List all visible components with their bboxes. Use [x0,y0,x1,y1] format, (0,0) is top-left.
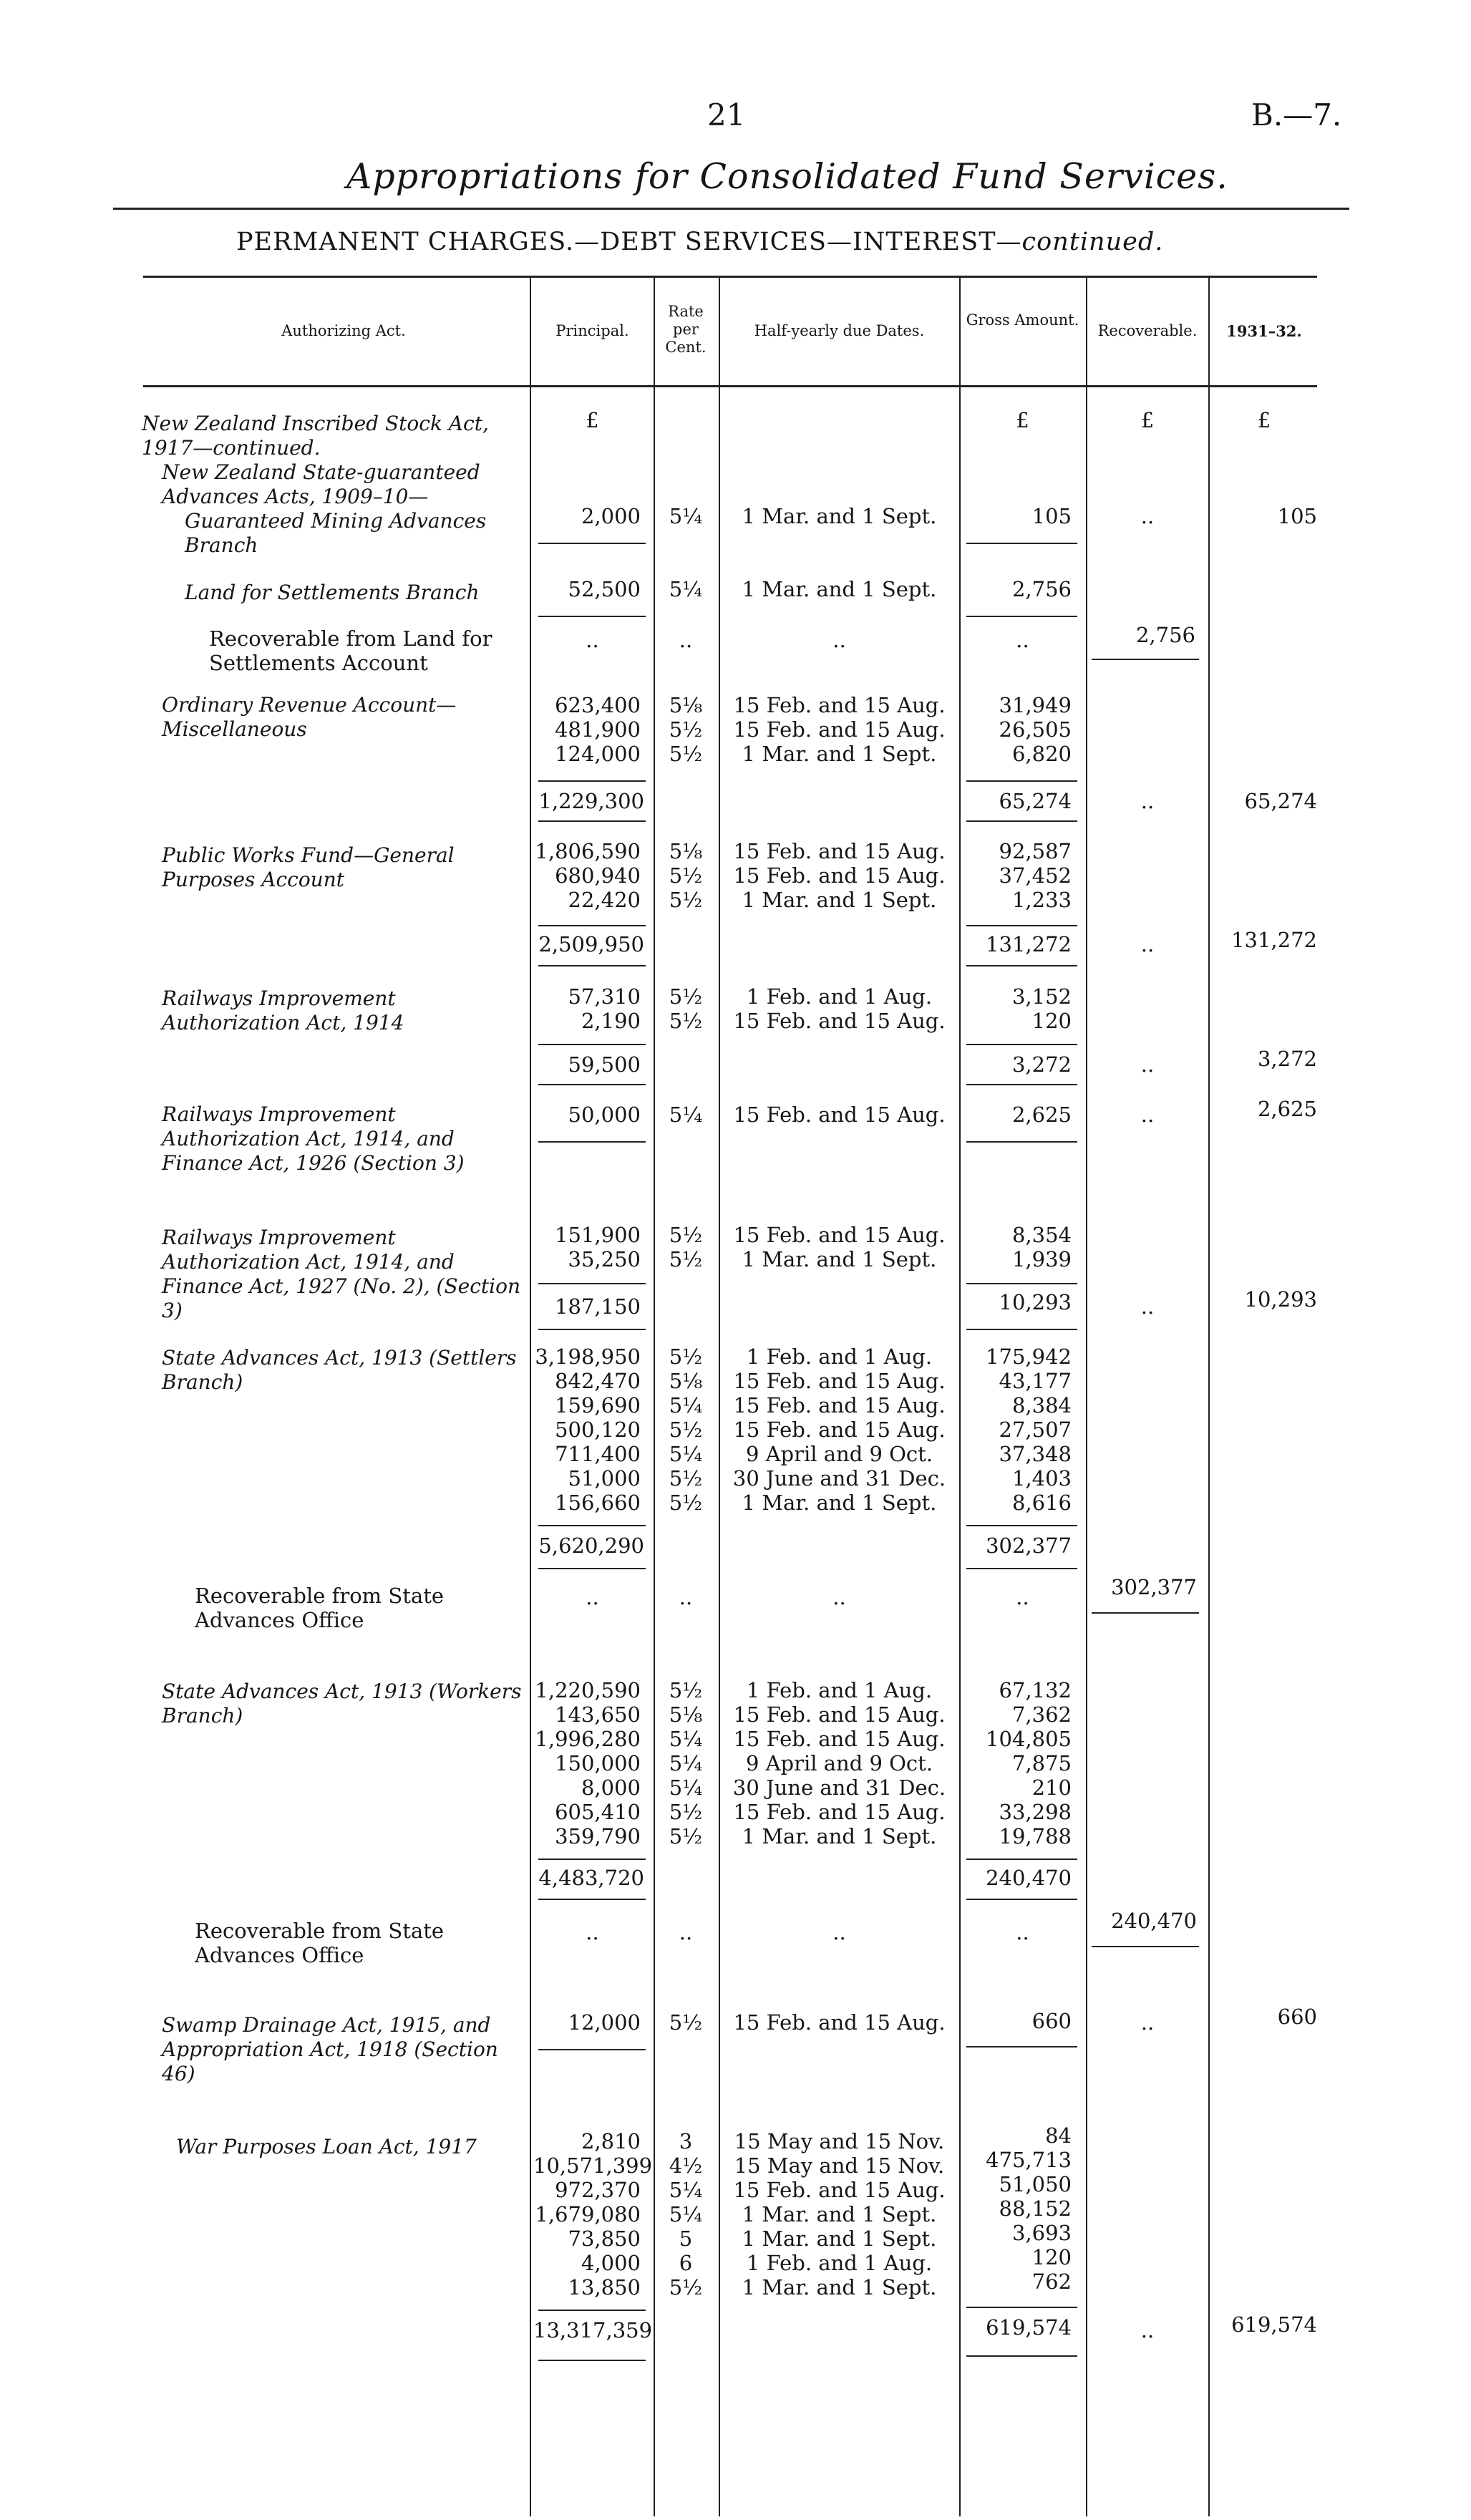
sum-rule [966,543,1077,544]
gross-amount: 88,152 [999,2196,1072,2221]
due-dates-list [723,693,956,766]
rate: 5 [679,2226,693,2251]
due-dates: 1 Mar. and 1 Sept. [742,504,937,528]
sum-rule [966,1858,1077,1860]
blank-dots: .. [1016,1585,1029,1609]
year-amount: 10,293 [1244,1287,1317,1312]
due-dates: 1 Mar. and 1 Sept. [742,2202,937,2226]
due-dates-list [723,839,956,912]
document-reference: B.—7. [1251,97,1342,132]
due-dates: 30 June and 31 Dec. [732,1775,946,1800]
recoverable: 240,470 [1111,1909,1197,1933]
gross-amount: 8,384 [1011,1393,1072,1418]
gross-list [963,2123,1072,2294]
principal: 150,000 [555,1751,641,1775]
column-header-year: 1931–32. [1226,322,1302,340]
rate: 5½ [669,888,703,912]
sum-rule [1092,659,1199,660]
sum-rule [538,1329,646,1330]
recoverable: .. [1140,2010,1155,2035]
due-dates: 15 May and 15 Nov. [734,2153,945,2178]
recoverable: .. [1140,789,1155,813]
gross-total: 10,293 [999,1290,1072,1314]
gross-amount: 8,354 [1011,1223,1072,1247]
sum-rule [966,1568,1077,1569]
principal: 73,850 [568,2226,641,2251]
sum-rule [538,616,646,617]
gross-amount: 660 [1031,2009,1072,2033]
due-dates-list [723,1678,956,1848]
sum-rule [538,2360,646,2361]
column-header-dates: Half-yearly due Dates. [754,322,925,339]
due-dates: 1 Mar. and 1 Sept. [742,1824,937,1848]
rate-list [657,839,714,912]
blank-dots: .. [832,628,846,652]
principal: 481,900 [555,717,641,742]
due-dates: 15 Feb. and 15 Aug. [733,1727,946,1751]
principal: 8,000 [581,1775,641,1800]
recoverable-land-settlements: Recoverable from Land for Settlements Account [209,626,492,675]
page-number: 21 [707,97,746,132]
act-state-advances-settlers: State Advances Act, 1913 (Settlers Branch) [162,1346,517,1394]
gross-total: 240,470 [986,1866,1072,1890]
principal: 13,850 [568,2275,641,2300]
rate: 5⅛ [669,693,703,717]
due-dates: 15 Feb. and 15 Aug. [733,2010,946,2035]
blank-dots: .. [1016,628,1029,652]
subtitle-main: PERMANENT CHARGES.—DEBT SERVICES—INTEREST— [236,228,1022,256]
sum-rule [538,1084,646,1085]
due-dates: 15 Feb. and 15 Aug. [733,863,946,888]
act-land-for-settlements: Land for Settlements Branch [185,581,480,604]
currency-principal: £ [586,408,599,432]
principal: 1,806,590 [535,839,641,863]
act-railways-finance-1927: Railways Improvement Authorization Act, 1914, and Finance Act, 1927 (No. 2), (Section 3) [162,1226,520,1322]
sum-rule [966,1084,1077,1085]
principal: 3,198,950 [535,1344,641,1369]
due-dates-list [723,1344,956,1515]
principal: 2,000 [581,504,641,528]
gross-list [963,984,1072,1033]
gross-amount: 762 [1031,2269,1072,2294]
principal-list [533,1678,641,1848]
rate-list [657,1344,714,1515]
sum-rule [538,780,646,782]
gross-amount: 1,403 [1011,1466,1072,1491]
recoverable: .. [1140,1102,1155,1127]
recoverable: .. [1140,1294,1155,1319]
rate: 5¼ [669,1393,703,1418]
rate: 5¼ [669,577,703,601]
rate: 5½ [669,742,703,766]
due-dates-list [723,1223,956,1271]
recoverable: .. [1140,504,1155,528]
title-rule [113,208,1349,210]
principal-list [533,693,641,766]
sum-rule [966,1899,1077,1900]
rate: 5½ [669,1678,703,1702]
act-war-purposes-loan: War Purposes Loan Act, 1917 [176,2135,477,2158]
year-amount: 105 [1277,504,1317,528]
sum-rule [538,543,646,544]
gross-total: 131,272 [986,932,1072,956]
principal: 1,679,080 [535,2202,641,2226]
currency-year: £ [1257,408,1271,432]
principal: 52,500 [568,577,641,601]
gross-amount: 6,820 [1011,742,1072,766]
year-amount: 619,574 [1231,2312,1317,2337]
due-dates: 15 Feb. and 15 Aug. [733,1223,946,1247]
recoverable: 2,756 [1135,623,1195,647]
act-guaranteed-mining: Guaranteed Mining Advances Branch [185,509,487,557]
rate: 5¼ [669,2202,703,2226]
sum-rule [966,820,1077,822]
gross-amount: 2,756 [1011,577,1072,601]
page-title: Appropriations for Consolidated Fund Services. [346,156,1228,197]
principal: 1,996,280 [535,1727,641,1751]
principal: 57,310 [568,984,641,1009]
due-dates: 1 Mar. and 1 Sept. [742,888,937,912]
gross-total: 3,272 [1011,1052,1072,1077]
principal: 143,650 [555,1702,641,1727]
rate-list [657,1223,714,1271]
rate-list [657,2129,714,2300]
gross-total: 619,574 [986,2315,1072,2340]
column-divider [719,276,720,2516]
column-divider [530,276,531,2516]
currency-recoverable: £ [1140,408,1155,432]
blank-dots: .. [679,1585,693,1609]
rate: 5½ [669,984,703,1009]
sum-rule [966,1283,1077,1284]
rate: 5½ [669,863,703,888]
rate: 5½ [669,717,703,742]
principal: 22,420 [568,888,641,912]
sum-rule [538,1899,646,1900]
due-dates-list [723,984,956,1033]
year-amount: 131,272 [1231,928,1317,952]
principal-list [533,839,641,912]
due-dates: 15 Feb. and 15 Aug. [733,839,946,863]
due-dates: 1 Feb. and 1 Aug. [746,1678,933,1702]
due-dates: 30 June and 31 Dec. [732,1466,946,1491]
sum-rule [966,1329,1077,1330]
blank-dots: .. [586,1920,599,1944]
principal: 156,660 [555,1491,641,1515]
rate: 5⅛ [669,839,703,863]
rate: 5½ [669,1247,703,1271]
sum-rule [966,1141,1077,1143]
sum-rule [538,1525,646,1526]
blank-dots: .. [586,628,599,652]
sum-rule [966,780,1077,782]
act-state-guaranteed-advances: New Zealand State-guaranteed Advances Acts, 1909–10— [162,460,480,508]
gross-amount: 175,942 [986,1344,1072,1369]
sum-rule [1092,1612,1199,1614]
rate: 5½ [669,1344,703,1369]
section-subtitle [236,228,1163,256]
sum-rule [538,2310,646,2311]
principal: 35,250 [568,1247,641,1271]
blank-dots: .. [679,628,693,652]
principal-total: 2,509,950 [538,932,644,956]
gross-amount: 104,805 [986,1727,1072,1751]
gross-total: 65,274 [999,789,1072,813]
column-divider [654,276,655,2516]
table-top-rule [143,276,1317,278]
due-dates: 9 April and 9 Oct. [745,1751,933,1775]
principal-total: 1,229,300 [538,789,644,813]
due-dates: 15 Feb. and 15 Aug. [733,717,946,742]
sum-rule [538,1283,646,1284]
due-dates: 15 Feb. and 15 Aug. [733,1393,946,1418]
sum-rule [966,925,1077,926]
rate: 5¼ [669,504,703,528]
principal: 711,400 [555,1442,641,1466]
due-dates-list [723,2129,956,2300]
gross-amount: 8,616 [1011,1491,1072,1515]
due-dates: 1 Mar. and 1 Sept. [742,1247,937,1271]
sum-rule [538,1568,646,1569]
sum-rule [966,965,1077,966]
gross-amount: 7,875 [1011,1751,1072,1775]
due-dates: 1 Mar. and 1 Sept. [742,2226,937,2251]
rate: 4½ [669,2153,703,2178]
gross-amount: 120 [1031,1009,1072,1033]
gross-amount: 37,452 [999,863,1072,888]
gross-amount: 475,713 [986,2148,1072,2172]
year-amount: 3,272 [1257,1047,1317,1071]
sum-rule [966,1044,1077,1045]
sum-rule [966,616,1077,617]
gross-amount: 51,050 [999,2172,1072,2196]
gross-list [963,1344,1072,1515]
rate: 5½ [669,1418,703,1442]
gross-amount: 105 [1031,504,1072,528]
rate: 5¼ [669,1442,703,1466]
act-public-works-fund: Public Works Fund—General Purposes Account [162,843,455,891]
principal-list [533,984,641,1033]
blank-dots: .. [832,1920,846,1944]
principal: 124,000 [555,742,641,766]
act-swamp-drainage: Swamp Drainage Act, 1915, and Appropriation Act, 1918 (Section 46) [162,2013,498,2085]
act-new-zealand-inscribed-stock: New Zealand Inscribed Stock Act, 1917—continued. [142,412,489,460]
blank-dots: .. [1016,1920,1029,1944]
sum-rule [538,2049,646,2050]
rate: 5½ [669,1466,703,1491]
gross-amount: 210 [1031,1775,1072,1800]
year-amount: 65,274 [1244,789,1317,813]
sum-rule [538,925,646,926]
gross-amount: 3,152 [1011,984,1072,1009]
recoverable-state-advances-workers: Recoverable from State Advances Office [195,1919,445,1967]
due-dates: 1 Feb. and 1 Aug. [746,1344,933,1369]
sum-rule [966,2355,1077,2357]
gross-amount: 31,949 [999,693,1072,717]
gross-list [963,1678,1072,1848]
principal-list [533,1223,641,1271]
recoverable: .. [1140,932,1155,956]
sum-rule [538,1141,646,1143]
due-dates: 15 Feb. and 15 Aug. [733,1702,946,1727]
sum-rule [966,2046,1077,2048]
principal-total: 59,500 [568,1052,641,1077]
principal-total: 5,620,290 [538,1533,644,1558]
rate: 5½ [669,1824,703,1848]
principal: 605,410 [555,1800,641,1824]
act-railways-1914: Railways Improvement Authorization Act, 1914 [162,987,404,1034]
rate-list [657,1678,714,1848]
due-dates: 15 Feb. and 15 Aug. [733,1009,946,1033]
principal: 359,790 [555,1824,641,1848]
due-dates: 15 Feb. and 15 Aug. [733,1369,946,1393]
rate: 5½ [669,2010,703,2035]
principal: 51,000 [568,1466,641,1491]
due-dates: 1 Feb. and 1 Aug. [746,984,933,1009]
principal-total: 187,150 [555,1294,641,1319]
due-dates: 9 April and 9 Oct. [745,1442,933,1466]
rate: 5¼ [669,1775,703,1800]
blank-dots: .. [832,1585,846,1609]
sum-rule [538,820,646,822]
principal: 4,000 [581,2251,641,2275]
sum-rule [538,1044,646,1045]
rate: 5½ [669,1223,703,1247]
subtitle-continued: continued. [1021,228,1164,256]
due-dates: 15 Feb. and 15 Aug. [733,693,946,717]
column-divider [1086,276,1087,2516]
column-header-principal: Principal. [555,322,629,339]
gross-list [963,1223,1072,1271]
due-dates: 15 May and 15 Nov. [734,2129,945,2153]
rate: 3 [679,2129,693,2153]
principal: 159,690 [555,1393,641,1418]
rate: 5⅛ [669,1369,703,1393]
blank-dots: .. [679,1920,693,1944]
recoverable: .. [1140,2318,1155,2342]
due-dates: 1 Feb. and 1 Aug. [746,2251,933,2275]
year-amount: 660 [1277,2005,1317,2029]
due-dates: 15 Feb. and 15 Aug. [733,1418,946,1442]
gross-amount: 1,939 [1011,1247,1072,1271]
principal: 2,810 [581,2129,641,2153]
act-state-advances-workers: State Advances Act, 1913 (Workers Branch) [162,1680,522,1727]
gross-amount: 37,348 [999,1442,1072,1466]
gross-amount: 92,587 [999,839,1072,863]
rate: 5½ [669,1800,703,1824]
principal-list [533,2129,653,2300]
rate-list [657,693,714,766]
column-header-gross: Gross Amount. [966,311,1079,329]
gross-amount: 84 [1045,2123,1072,2148]
column-header-act: Authorizing Act. [281,322,406,339]
recoverable: 302,377 [1111,1575,1197,1599]
gross-amount: 33,298 [999,1800,1072,1824]
principal: 623,400 [555,693,641,717]
principal: 10,571,399 [533,2153,653,2178]
gross-amount: 27,507 [999,1418,1072,1442]
due-dates: 15 Feb. and 15 Aug. [733,2178,946,2202]
due-dates: 1 Mar. and 1 Sept. [742,2275,937,2300]
principal: 151,900 [555,1223,641,1247]
gross-list [963,693,1072,766]
due-dates: 15 Feb. and 15 Aug. [733,1102,946,1127]
rate: 5½ [669,1491,703,1515]
principal: 842,470 [555,1369,641,1393]
sum-rule [538,1858,646,1860]
gross-amount: 19,788 [999,1824,1072,1848]
rate: 5¼ [669,1751,703,1775]
act-railways-finance-1926: Railways Improvement Authorization Act, 1914, and Finance Act, 1926 (Section 3) [162,1102,465,1175]
rate: 5¼ [669,1727,703,1751]
gross-amount: 120 [1031,2245,1072,2269]
principal-total: 13,317,359 [533,2318,653,2342]
principal: 12,000 [568,2010,641,2035]
principal-total: 4,483,720 [538,1866,644,1890]
column-divider [959,276,961,2516]
gross-amount: 67,132 [999,1678,1072,1702]
gross-amount: 1,233 [1011,888,1072,912]
sum-rule [966,1525,1077,1526]
gross-amount: 3,693 [1011,2221,1072,2245]
sum-rule [538,965,646,966]
recoverable-state-advances-settlers: Recoverable from State Advances Office [195,1584,445,1632]
principal: 972,370 [555,2178,641,2202]
due-dates: 1 Mar. and 1 Sept. [742,577,937,601]
year-amount: 2,625 [1257,1097,1317,1121]
principal: 2,190 [581,1009,641,1033]
blank-dots: .. [586,1585,599,1609]
column-header-rate: Rate per Cent. [665,303,707,356]
column-divider [1208,276,1210,2516]
gross-amount: 26,505 [999,717,1072,742]
rate: 5⅛ [669,1702,703,1727]
due-dates: 1 Mar. and 1 Sept. [742,742,937,766]
rate-list [657,984,714,1033]
gross-amount: 2,625 [1011,1102,1072,1127]
currency-gross: £ [1016,408,1029,432]
sum-rule [966,2307,1077,2308]
gross-amount: 43,177 [999,1369,1072,1393]
principal: 680,940 [555,863,641,888]
recoverable: .. [1140,1052,1155,1077]
gross-list [963,839,1072,912]
principal: 50,000 [568,1102,641,1127]
principal: 1,220,590 [535,1678,641,1702]
rate: 5¼ [669,1102,703,1127]
sum-rule [1092,1946,1199,1947]
rate: 5¼ [669,2178,703,2202]
due-dates: 15 Feb. and 15 Aug. [733,1800,946,1824]
principal-list [533,1344,641,1515]
column-header-recoverable: Recoverable. [1097,322,1198,339]
due-dates: 1 Mar. and 1 Sept. [742,1491,937,1515]
act-ordinary-revenue: Ordinary Revenue Account—Miscellaneous [162,693,457,741]
rate: 5½ [669,1009,703,1033]
rate: 5½ [669,2275,703,2300]
gross-total: 302,377 [986,1533,1072,1558]
header-bottom-rule [143,385,1317,387]
gross-amount: 7,362 [1011,1702,1072,1727]
rate: 6 [679,2251,693,2275]
principal: 500,120 [555,1418,641,1442]
